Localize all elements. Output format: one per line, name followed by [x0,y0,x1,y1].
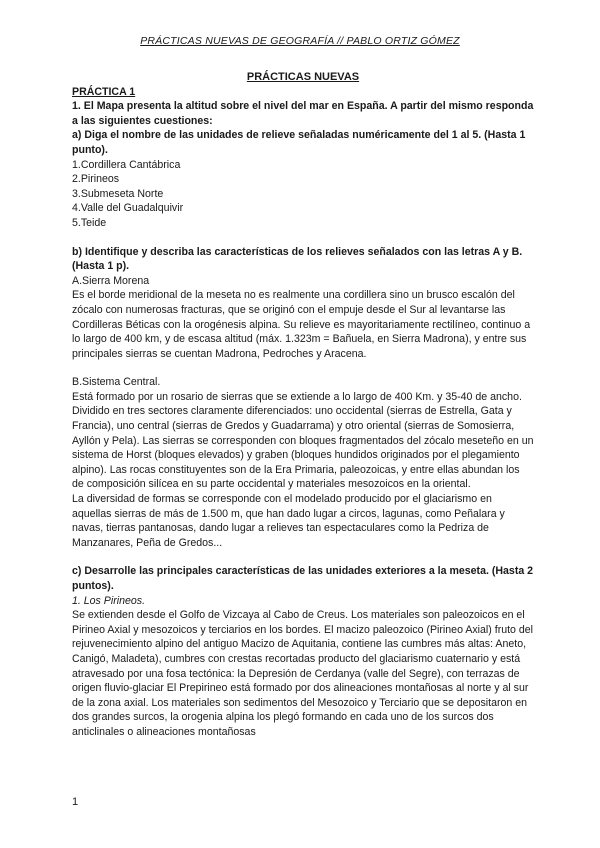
answer-a-item: 5.Teide [72,216,107,229]
sierra-morena-heading: A.Sierra Morena [72,274,150,287]
answer-a-item: 4.Valle del Guadalquivir [72,202,184,215]
glaciarismo-text: La diversidad de formas se corresponde con el modelado producido por el glaciarismo en aquellas sierras de más de 1.500 m, que han dado lugar a circos, lagunas, como Peñalara y navas, tierras pantanosas, dando lugar a relieves tan espectaculares como la Pedriza de Manzanares, Peña de Gredos... [72,493,505,549]
question-a-prompt: a) Diga el nombre de las unidades de relieve señaladas numéricamente del 1 al 5. (Hasta 1 punto). [72,129,526,156]
sierra-morena-text: Es el borde meridional de la meseta no es realmente una cordillera sino un brusco escalón del zócalo con numerosas fracturas, que se originó con el empuje desde el Sur al levantarse las Cordilleras Béticas con la orogénesis alpina. Su relieve es mayoritariamente rectilíneo, continuo a lo largo de 400 km, y de escasa altitud (máx. 1.323m = Bañuela, en Sierra Madrona), y entre sus principales sierras se cuentan Madrona, Pedroches y Aracena. [72,289,531,360]
pirineos-heading: 1. Los Pirineos. [72,594,146,607]
document-title: PRÁCTICAS NUEVAS [246,71,360,83]
question-c-prompt: c) Desarrolle las principales características de las unidades exteriores a la meseta. (Hasta 2 puntos). [72,565,534,592]
document-body [72,70,534,740]
practice-label: PRÁCTICA 1 [72,85,136,98]
answer-a-item: 2.Pirineos [72,173,120,186]
question-1-intro: 1. El Mapa presenta la altitud sobre el nivel del mar en España. A partir del mismo responda a las siguientes cuestiones: [72,100,534,127]
sistema-central-heading: B.Sistema Central. [72,376,161,389]
page-number: 1 [72,796,79,808]
pirineos-text: Se extienden desde el Golfo de Vizcaya al Cabo de Creus. Los materiales son paleozoicos en el Pirineo Axial y mesozoicos y terciarios en los bordes. El macizo paleozoico (Pirineo Axial) fruto del rejuvenecimiento alpino del antiguo Macizo de Aquitania, contiene las cumbres más altas: Aneto, Canigó, Maladeta), cumbres con crestas recortadas producto del glaciarismo cuaternario y está atravesado por una fosa tectónica: la Depresión de Cerdanya (valle del Segre), con terrazas de origen fluvio-glaciar El Prepirineo está formado por dos alineaciones montañosas al norte y al sur de la zona axial. Los materiales son sedimentos del Mesozoico y Terciario que se depositaron en dos grandes surcos, la orogenia alpina los plegó formando en cada uno de los surcos dos anticlinales o alineaciones montañosas [72,609,534,738]
answer-a-item: 3.Submeseta Norte [72,187,164,200]
answer-a-item: 1.Cordillera Cantábrica [72,158,181,171]
question-b-prompt: b) Identifique y describa las características de los relieves señalados con las letras A y B. (Hasta 1 p). [72,245,523,273]
sistema-central-text: Está formado por un rosario de sierras que se extiende a lo largo de 400 Km. y 35-40 de ancho. Dividido en tres sectores claramente diferenciados: uno occidental (sierras de Estrella, Gata y Francia), uno central (sierras de Gredos y Guadarrama) y otro oriental (sierras de Somosierra, Ayllón y Pela). Las sierras se corresponden con bloques fragmentados del zócalo meseteño en un sistema de Horst (bloques elevados) y graben (bloques hundidos originados por el plegamiento alpino). Las rocas constituyentes son de la Era Primaria, paleozoicas, y entre ellas abundan los de composición silícea en su parte occidental y materiales mesozoicos en la oriental. [72,390,534,491]
running-header: PRÁCTICAS NUEVAS DE GEOGRAFÍA // PABLO ORTIZ GÓMEZ [140,35,460,47]
